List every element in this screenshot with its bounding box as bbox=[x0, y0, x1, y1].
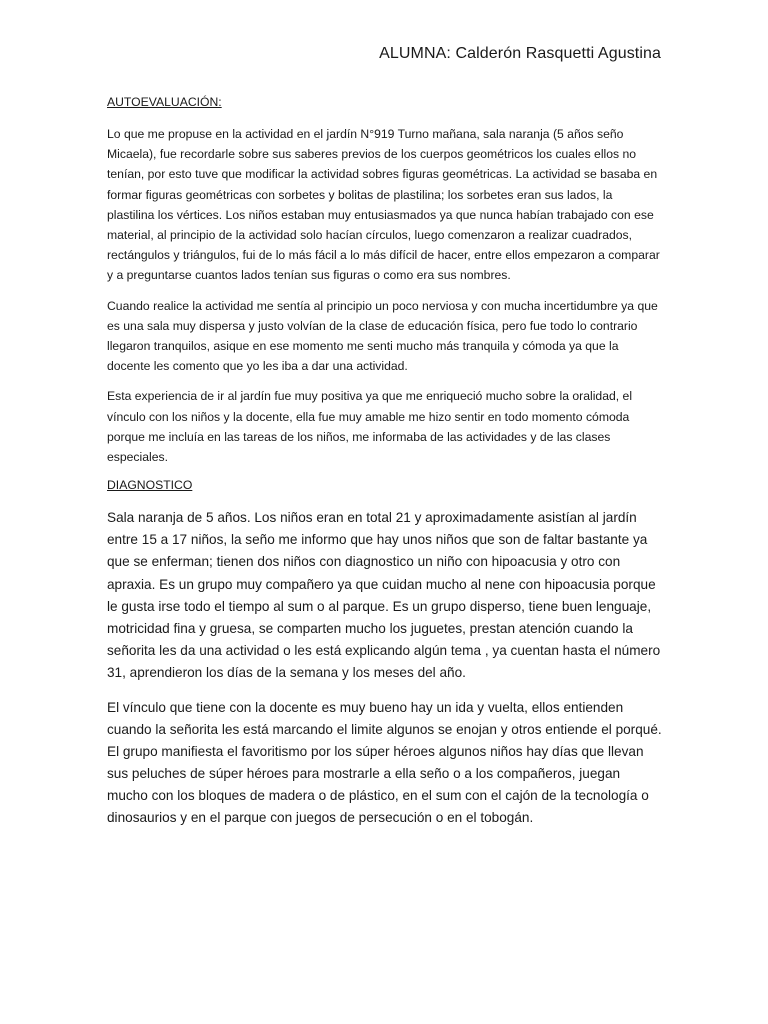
autoevaluacion-paragraph-1: Lo que me propuse en la actividad en el jardín N°919 Turno mañana, sala naranja (5 años seño Micaela), fue recordarle sobre sus saberes previos de los cuerpos geométricos los cuales ellos no tenían, por esto tuve que modificar la actividad sobres figuras geométricas. La actividad se basaba en formar figuras geométricas con sorbetes y bolitas de plastilina; los sorbetes eran sus lados, la plastilina los vértices. Los niños estaban muy entusiasmados ya que nunca habían trabajado con ese material, al principio de la actividad solo hacían círculos, luego comenzaron a realizar cuadrados, rectángulos y triángulos, fui de lo más fácil a lo más difícil de hacer, entre ellos empezaron a comparar y a preguntarse cuantos lados tenían sus figuras o como era sus nombres. bbox=[107, 127, 660, 283]
autoevaluacion-paragraph-2: Cuando realice la actividad me sentía al principio un poco nerviosa y con mucha incertidumbre ya que es una sala muy dispersa y justo volvían de la clase de educación física, pero fue todo lo contrario llegaron tranquilos, asique en ese momento me senti mucho más tranquila y cómoda ya que la docente les comento que yo les iba a dar una actividad. bbox=[107, 298, 658, 374]
student-name-header: ALUMNA: Calderón Rasquetti Agustina bbox=[379, 45, 661, 62]
autoevaluacion-paragraph-3: Esta experiencia de ir al jardín fue muy positiva ya que me enriqueció mucho sobre la oralidad, el vínculo con los niños y la docente, ella fue muy amable me hizo sentir en todo momento cómoda porque me incluía en las tareas de los niños, me informaba de las actividades y de las clases especiales. bbox=[107, 389, 633, 465]
document-body bbox=[107, 94, 663, 843]
diagnostico-paragraph-1: Sala naranja de 5 años. Los niños eran en total 21 y aproximadamente asistían al jardín entre 15 a 17 niños, la seño me informo que hay unos niños que son de faltar bastante ya que se enferman; tienen dos niños con diagnostico un niño con hipoacusia y otro con apraxia. Es un grupo muy compañero ya que cuidan mucho al nene con hipoacusia porque le gusta irse todo el tiempo al sum o al parque. Es un grupo disperso, tiene buen lenguaje, motricidad fina y gruesa, se comparten mucho los juguetes, prestan atención cuando la señorita les da una actividad o les está explicando algún tema , ya cuentan hasta el número 31, aprendieron los días de la semana y los meses del año. bbox=[107, 510, 661, 680]
diagnostico-heading: DIAGNOSTICO bbox=[107, 478, 193, 493]
diagnostico-paragraph-2: El vínculo que tiene con la docente es muy bueno hay un ida y vuelta, ellos entienden cuando la señorita les está marcando el limite algunos se enojan y otros entiende el porqué. El grupo manifiesta el favoritismo por los súper héroes algunos niños hay días que llevan sus peluches de súper héroes para mostrarle a ella seño o a los compañeros, juegan mucho con los bloques de madera o de plástico, en el sum con el cajón de la tecnología o dinosaurios y en el parque con juegos de persecución o en el tobogán. bbox=[107, 700, 662, 826]
autoevaluacion-heading: AUTOEVALUACIÓN: bbox=[107, 95, 222, 109]
